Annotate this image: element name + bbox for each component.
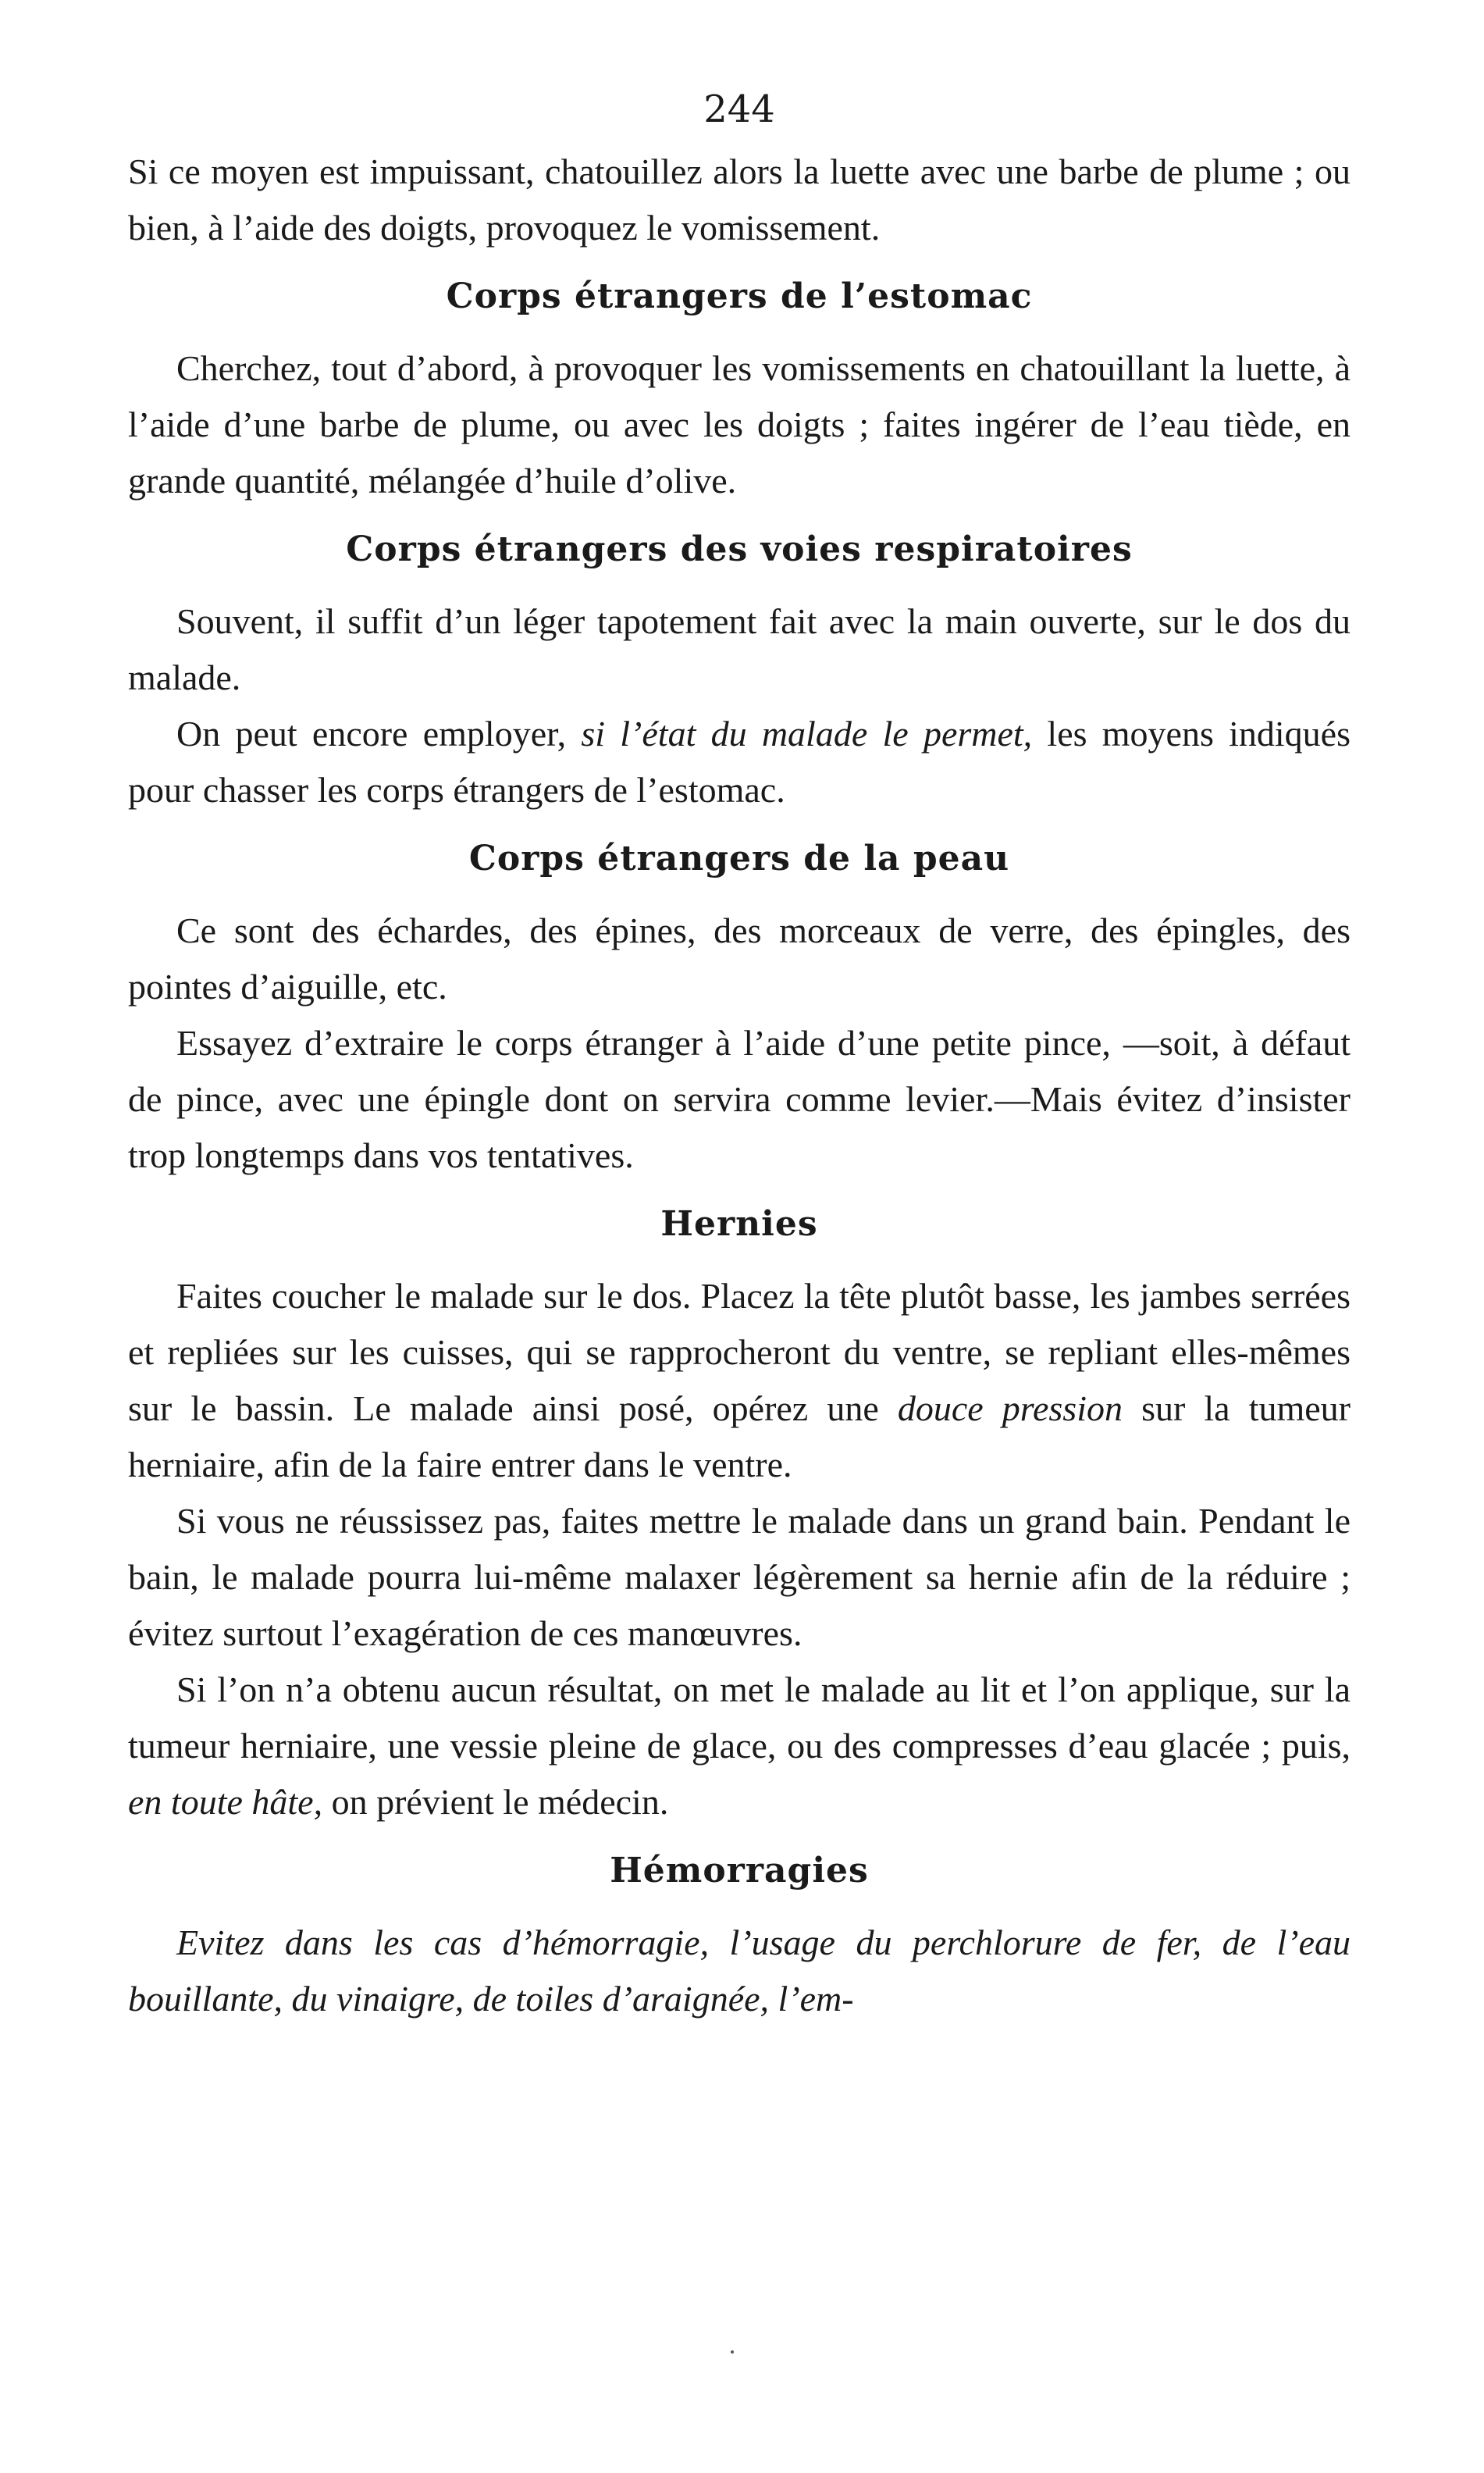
text-run: Faites coucher le malade sur le dos. Placez la tête plutôt basse, les jambes serrées et repliées sur les cuisses, qui se rapprocheront du ventre, se repliant elles-mêmes sur le bassin. Le malade ainsi posé, opérez une xyxy=(128,1276,1351,1428)
section-heading: Corps étrangers des voies respiratoires xyxy=(346,529,1133,569)
section-heading: Hernies xyxy=(660,1204,818,1244)
text-run: on prévient le médecin. xyxy=(322,1782,669,1822)
paragraph xyxy=(128,1915,1351,2027)
text-run: Essayez d’extraire le corps étranger à l’aide d’une petite pince, —soit, à défaut de pince, avec une épingle dont on servira comme levier.—Mais évitez d’insister trop longtemps dans vos tentatives. xyxy=(128,1023,1351,1175)
paragraph xyxy=(128,706,1351,818)
text-run: Souvent, il suffit d’un léger tapotement fait avec la main ouverte, sur le dos du malade. xyxy=(128,601,1351,697)
print-speck xyxy=(731,2350,734,2354)
page-content xyxy=(128,144,1351,2027)
section-heading: Corps étrangers de l’estomac xyxy=(446,276,1033,316)
paragraph xyxy=(128,144,1351,256)
book-page xyxy=(128,86,1351,2027)
paragraph xyxy=(128,593,1351,706)
paragraph xyxy=(128,1662,1351,1830)
paragraph xyxy=(128,1015,1351,1184)
text-run: Si ce moyen est impuissant, chatouillez alors la luette avec une barbe de plume ; ou bien, à l’aide des doigts, provoquez le vomissement. xyxy=(128,151,1351,248)
text-run: Si l’on n’a obtenu aucun résultat, on met le malade au lit et l’on applique, sur la tumeur herniaire, une vessie pleine de glace, ou des compresses d’eau glacée ; puis, xyxy=(128,1669,1351,1766)
paragraph xyxy=(128,1268,1351,1493)
text-run: On peut encore employer, xyxy=(176,714,582,754)
page-number: 244 xyxy=(703,87,775,131)
text-run: Cherchez, tout d’abord, à provoquer les vomissements en chatouillant la luette, à l’aide d’une barbe de plume, ou avec les doigts ; faites ingérer de l’eau tiède, en grande quantité, mélangée d’huile d’olive. xyxy=(128,348,1351,501)
text-run: sur la tumeur herniaire, afin de la faire entrer dans le ventre. xyxy=(128,1388,1351,1484)
section-heading: Corps étrangers de la peau xyxy=(468,839,1010,878)
text-run: Evitez dans les cas d’hémorragie, l’usage du perchlorure de fer, de l’eau bouillante, du vinaigre, de toiles d’araignée, l’em- xyxy=(128,1922,1351,2019)
text-run: les moyens indiqués pour chasser les corps étrangers de l’estomac. xyxy=(128,714,1351,810)
italic-phrase: si l’état du malade le permet, xyxy=(581,714,1033,754)
paragraph xyxy=(128,340,1351,509)
text-run: Ce sont des échardes, des épines, des morceaux de verre, des épingles, des pointes d’aiguille, etc. xyxy=(128,910,1351,1007)
section-heading: Hémorragies xyxy=(610,1851,869,1890)
italic-phrase: en toute hâte, xyxy=(128,1782,323,1822)
paragraph xyxy=(128,903,1351,1015)
text-run: Si vous ne réussissez pas, faites mettre le malade dans un grand bain. Pendant le bain, le malade pourra lui-même malaxer légèrement sa hernie afin de la réduire ; évitez surtout l’exagération de ces manœuvres. xyxy=(128,1501,1351,1653)
italic-phrase: douce pression xyxy=(897,1388,1123,1428)
paragraph xyxy=(128,1493,1351,1662)
